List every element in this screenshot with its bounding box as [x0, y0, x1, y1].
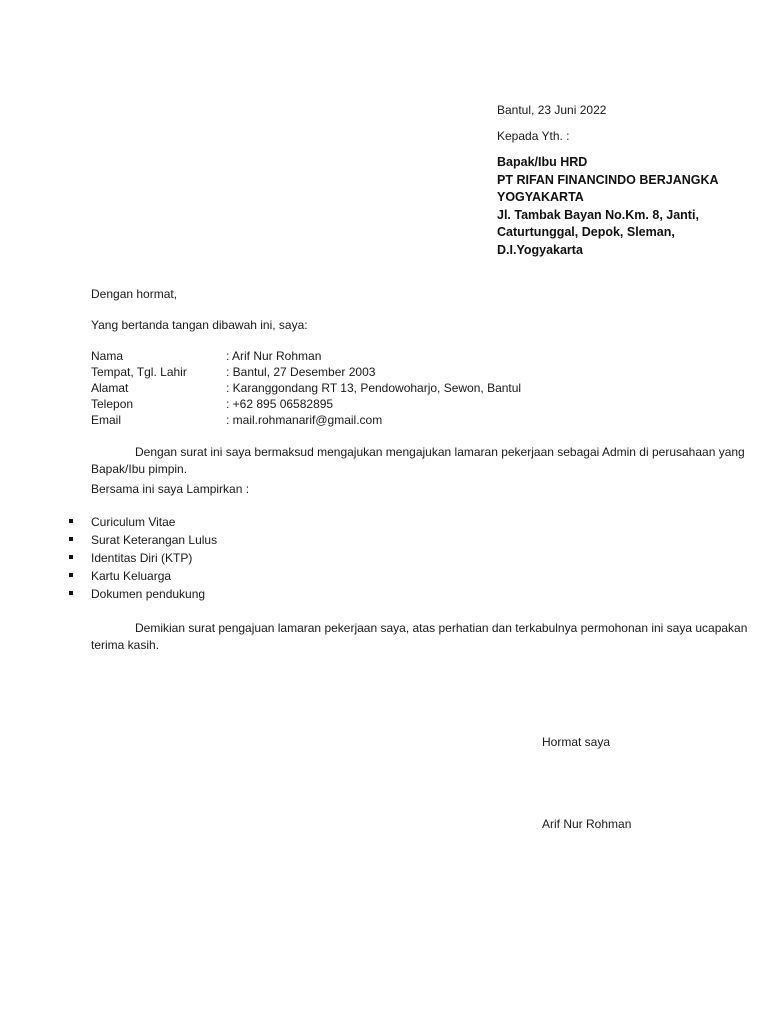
closing-paragraph-line: terima kasih. [91, 638, 160, 652]
recipient-line: PT RIFAN FINANCINDO BERJANGKA [497, 172, 719, 187]
body-paragraph-line: Bapak/Ibu pimpin. [91, 462, 188, 476]
letter-date: Bantul, 23 Juni 2022 [497, 103, 607, 117]
identity-label-birth: Tempat, Tgl. Lahir [91, 365, 187, 379]
list-item [69, 550, 193, 566]
identity-value-phone: : +62 895 06582895 [226, 397, 334, 411]
recipient-line: Jl. Tambak Bayan No.Km. 8, Janti, [497, 207, 699, 222]
list-item [69, 586, 206, 602]
attachment-label: Curiculum Vitae [91, 515, 176, 529]
identity-value-email: : mail.rohmanarif@gmail.com [226, 413, 383, 427]
recipient-line: D.I.Yogyakarta [497, 242, 583, 257]
identity-value-name: : Arif Nur Rohman [226, 349, 322, 363]
recipient-line: Caturtunggal, Depok, Sleman, [497, 225, 675, 240]
recipient-line: YOGYAKARTA [497, 190, 584, 205]
recipient-label: Kepada Yth. : [497, 129, 570, 143]
bullet-icon [69, 573, 73, 577]
identity-value-address: : Karanggondang RT 13, Pendowoharjo, Sewon, Bantul [226, 381, 522, 395]
identity-value-birth: : Bantul, 27 Desember 2003 [226, 365, 376, 379]
identity-label-address: Alamat [91, 381, 129, 395]
identity-label-email: Email [91, 413, 122, 427]
identity-label-name: Nama [91, 349, 124, 363]
bullet-icon [69, 591, 73, 595]
attachment-label: Dokumen pendukung [91, 587, 206, 601]
bullet-icon [69, 555, 73, 559]
bullet-icon [69, 537, 73, 541]
identity-label-phone: Telepon [91, 397, 134, 411]
list-item [69, 532, 218, 548]
bullet-icon [69, 519, 73, 523]
attachments-intro: Bersama ini saya Lampirkan : [91, 482, 250, 496]
greeting: Dengan hormat, [91, 287, 178, 301]
list-item [69, 514, 176, 530]
attachment-label: Identitas Diri (KTP) [91, 551, 193, 565]
recipient-line: Bapak/Ibu HRD [497, 155, 588, 169]
body-paragraph-line: Dengan surat ini saya bermaksud mengajukan mengajukan lamaran pekerjaan sebagai Admin di perusahaan yang [135, 445, 745, 459]
recipient-block [497, 154, 719, 260]
intro-text: Yang bertanda tangan dibawah ini, saya: [91, 318, 308, 332]
signature-name: Arif Nur Rohman [542, 817, 632, 831]
attachment-label: Surat Keterangan Lulus [91, 533, 218, 547]
list-item [69, 568, 172, 584]
closing-paragraph-line: Demikian surat pengajuan lamaran pekerjaan saya, atas perhatian dan terkabulnya permohonan ini saya ucapakan [135, 621, 748, 635]
attachment-label: Kartu Keluarga [91, 569, 172, 583]
sign-off: Hormat saya [542, 735, 611, 749]
